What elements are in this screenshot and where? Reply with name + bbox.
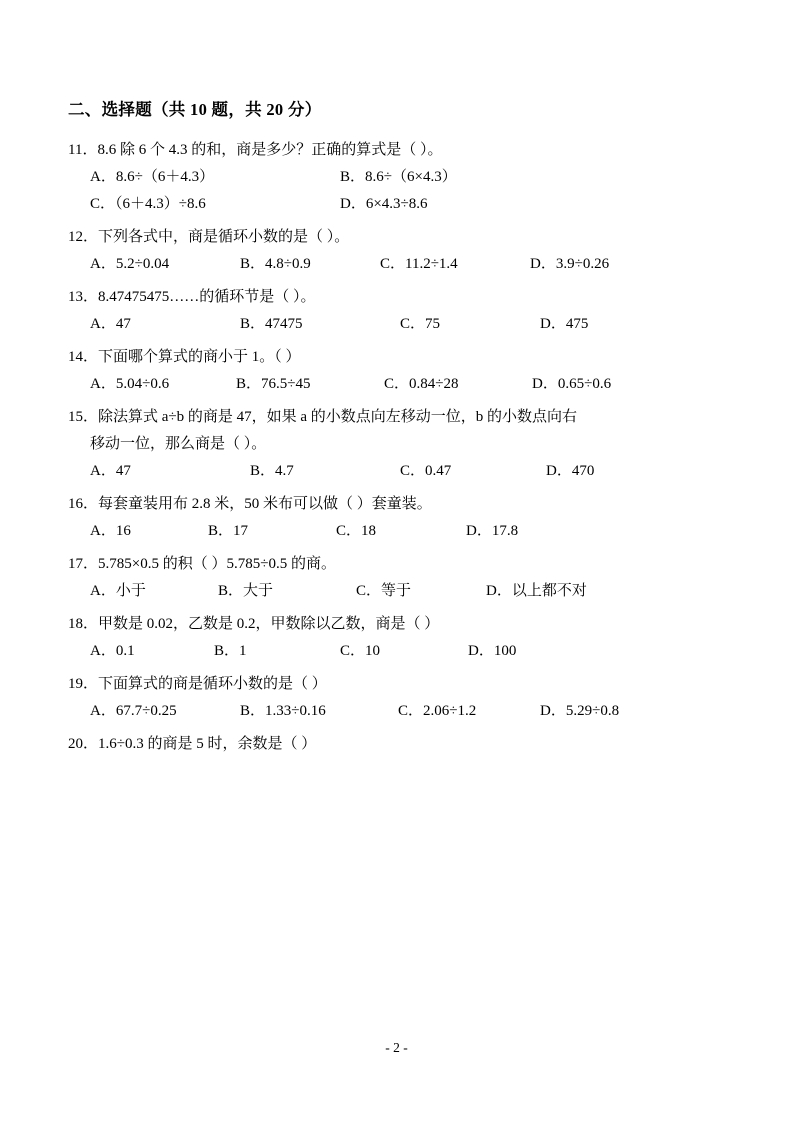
option-a[interactable]: A．47 (90, 463, 131, 479)
question-stem: 13．8.47475475……的循环节是（ ）。 (68, 289, 316, 305)
question-stem: 11．8.6 除 6 个 4.3 的和，商是多少？正确的算式是（ ）。 (68, 142, 443, 158)
option-group (68, 371, 728, 398)
option-d[interactable]: D．3.9÷0.26 (530, 256, 610, 272)
question-14 (68, 344, 728, 398)
option-c[interactable]: C．11.2÷1.4 (380, 256, 458, 272)
option-c[interactable]: C．0.84÷28 (384, 376, 459, 392)
option-group (68, 311, 728, 338)
option-d[interactable]: D．475 (540, 316, 589, 332)
option-c[interactable]: C．0.47 (400, 463, 452, 479)
option-d[interactable]: D．6×4.3÷8.6 (340, 196, 428, 212)
question-11 (68, 137, 728, 218)
question-17 (68, 551, 728, 605)
option-group (68, 251, 728, 278)
option-d[interactable]: D．17.8 (466, 523, 519, 539)
question-20 (68, 731, 728, 758)
option-a[interactable]: A．16 (90, 523, 131, 539)
option-c[interactable]: C．10 (340, 643, 381, 659)
option-c[interactable]: C．等于 (356, 583, 412, 599)
option-b[interactable]: B．1 (214, 643, 247, 659)
question-stem-line2: 移动一位，那么商是（ ）。 (90, 436, 267, 452)
option-a[interactable]: A．0.1 (90, 643, 135, 659)
question-12 (68, 224, 728, 278)
option-group (68, 458, 728, 485)
option-group (68, 638, 728, 665)
question-19 (68, 671, 728, 725)
option-b[interactable]: B．1.33÷0.16 (240, 703, 326, 719)
option-a[interactable]: A．67.7÷0.25 (90, 703, 177, 719)
section-title: 二、选择题（共 10 题，共 20 分） (68, 100, 322, 119)
option-b[interactable]: B．76.5÷45 (236, 376, 311, 392)
page-footer: - 2 - (385, 1040, 408, 1055)
option-b[interactable]: B．4.8÷0.9 (240, 256, 311, 272)
option-d[interactable]: D．以上都不对 (486, 583, 587, 599)
option-a[interactable]: A．5.04÷0.6 (90, 376, 170, 392)
option-b[interactable]: B．4.7 (250, 463, 294, 479)
question-stem: 19．下面算式的商是循环小数的是（ ） (68, 676, 327, 692)
question-stem: 14．下面哪个算式的商小于 1。（ ） (68, 349, 301, 365)
option-c[interactable]: C．75 (400, 316, 441, 332)
question-16 (68, 491, 728, 545)
option-b[interactable]: B．大于 (218, 583, 274, 599)
option-a[interactable]: A．小于 (90, 583, 146, 599)
question-stem: 17．5.785×0.5 的积（ ）5.785÷0.5 的商。 (68, 556, 336, 572)
option-a[interactable]: A．47 (90, 316, 131, 332)
option-c[interactable]: C．18 (336, 523, 377, 539)
option-c[interactable]: C．（6＋4.3）÷8.6 (90, 196, 206, 212)
option-group (68, 164, 728, 218)
question-13 (68, 284, 728, 338)
question-stem: 20．1.6÷0.3 的商是 5 时，余数是（ ） (68, 736, 317, 752)
question-stem: 18．甲数是 0.02，乙数是 0.2，甲数除以乙数，商是（ ） (68, 616, 440, 632)
question-15 (68, 404, 728, 485)
question-stem: 15．除法算式 a÷b 的商是 47，如果 a 的小数点向左移动一位，b 的小数点向右 (68, 409, 578, 425)
option-group (68, 518, 728, 545)
option-b[interactable]: B．47475 (240, 316, 303, 332)
option-a[interactable]: A．8.6÷（6＋4.3） (90, 169, 215, 185)
option-b[interactable]: B．17 (208, 523, 249, 539)
option-c[interactable]: C．2.06÷1.2 (398, 703, 477, 719)
option-d[interactable]: D．100 (468, 643, 517, 659)
option-group (68, 578, 728, 605)
option-group (68, 698, 728, 725)
option-a[interactable]: A．5.2÷0.04 (90, 256, 170, 272)
question-stem: 16．每套童装用布 2.8 米，50 米布可以做（ ）套童装。 (68, 496, 432, 512)
option-b[interactable]: B．8.6÷（6×4.3） (340, 169, 457, 185)
option-d[interactable]: D．470 (546, 463, 595, 479)
page-content (68, 96, 728, 764)
question-stem: 12．下列各式中，商是循环小数的是（ ）。 (68, 229, 350, 245)
option-d[interactable]: D．0.65÷0.6 (532, 376, 612, 392)
option-d[interactable]: D．5.29÷0.8 (540, 703, 620, 719)
question-18 (68, 611, 728, 665)
